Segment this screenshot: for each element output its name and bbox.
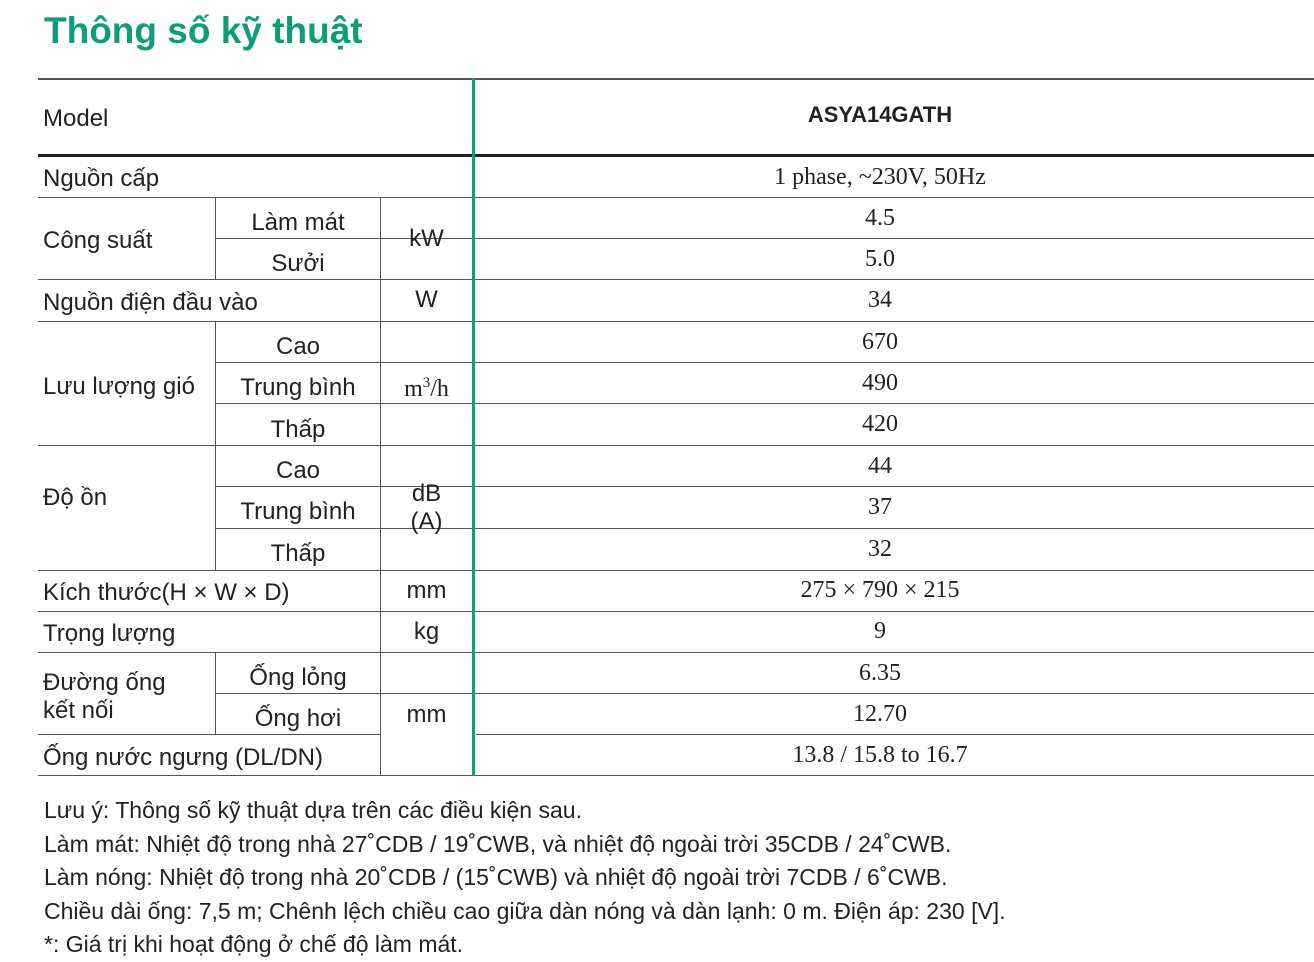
airflow-mid-value: 490	[862, 370, 898, 396]
power-source-label: Nguồn cấp	[43, 165, 160, 192]
row-divider	[38, 321, 1314, 322]
noise-unit-line2: (A)	[410, 508, 443, 535]
note-line: Chiều dài ống: 7,5 m; Chênh lệch chiều cao giữa dàn nóng và dàn lạnh: 0 m. Điện áp: 230 [V].	[44, 897, 1006, 924]
row-divider	[38, 570, 1314, 571]
pipe-liquid-label: Ống lỏng	[249, 664, 347, 691]
dimensions-label: Kích thước(H × W × D)	[43, 579, 290, 606]
airflow-mid-label: Trung bình	[240, 374, 356, 401]
table-top-border	[38, 78, 1314, 80]
note-line: Lưu ý: Thông số kỹ thuật dựa trên các điều kiện sau.	[44, 797, 582, 823]
pipe-gas-value: 12.70	[853, 701, 907, 727]
pipe-liquid-value: 6.35	[859, 660, 901, 686]
model-label: Model	[43, 105, 109, 132]
row-divider	[38, 445, 1314, 446]
capacity-heat-label: Sưởi	[271, 250, 325, 277]
input-power-unit: W	[415, 286, 438, 313]
value-column-divider	[472, 78, 475, 776]
noise-mid-label: Trung bình	[240, 498, 356, 525]
airflow-low-label: Thấp	[270, 416, 326, 443]
noise-low-value: 32	[868, 536, 892, 562]
weight-value: 9	[874, 618, 886, 644]
capacity-heat-value: 5.0	[865, 246, 895, 272]
table-bottom-border	[38, 775, 1314, 776]
noise-low-label: Thấp	[270, 540, 326, 567]
row-divider	[38, 197, 1314, 198]
pipe-label-line2: kết nối	[43, 697, 114, 724]
row-divider	[38, 652, 1314, 653]
note-line: *: Giá trị khi hoạt động ở chế độ làm mát.	[44, 931, 464, 957]
input-power-value: 34	[868, 287, 892, 313]
airflow-high-label: Cao	[275, 333, 321, 360]
airflow-unit-tail: /h	[430, 376, 449, 402]
pipe-gas-label: Ống hơi	[254, 705, 342, 732]
power-source-value: 1 phase, ~230V, 50Hz	[774, 164, 986, 190]
capacity-cool-label: Làm mát	[251, 209, 345, 236]
row-divider	[38, 734, 380, 735]
row-divider	[476, 734, 1314, 735]
weight-unit: kg	[413, 618, 440, 645]
note-line: Làm nóng: Nhiệt độ trong nhà 20˚CDB / (15˚CWB) và nhiệt độ ngoài trời 7CDB / 6˚CWB.	[44, 864, 948, 890]
note-line: Làm mát: Nhiệt độ trong nhà 27˚CDB / 19˚CWB, và nhiệt độ ngoài trời 35CDB / 24˚CWB.	[44, 830, 952, 857]
drain-label: Ống nước ngưng (DL/DN)	[43, 744, 323, 771]
row-divider	[38, 279, 1314, 280]
noise-unit-line1: dB	[411, 480, 442, 507]
airflow-unit-superscript: 3	[422, 375, 431, 391]
noise-high-value: 44	[868, 453, 892, 479]
airflow-label: Lưu lượng gió	[43, 373, 195, 400]
pipe-label-line1: Đường ống	[43, 669, 166, 696]
capacity-label: Công suất	[43, 227, 153, 254]
airflow-low-value: 420	[862, 411, 898, 437]
noise-label: Độ ồn	[43, 484, 108, 511]
header-bottom-border	[38, 154, 1314, 157]
input-power-label: Nguồn điện đầu vào	[43, 289, 258, 316]
dimensions-value: 275 × 790 × 215	[800, 577, 960, 603]
page-title: Thông số kỹ thuật	[44, 10, 363, 51]
row-divider	[38, 611, 1314, 612]
notes	[44, 794, 1006, 962]
airflow-high-value: 670	[862, 329, 898, 355]
dimensions-unit: mm	[406, 577, 447, 604]
airflow-unit	[380, 368, 473, 404]
noise-high-label: Cao	[275, 457, 321, 484]
capacity-cool-value: 4.5	[865, 205, 895, 231]
airflow-unit-base: m	[404, 376, 423, 402]
model-value: ASYA14GATH	[807, 102, 953, 127]
pipe-unit: mm	[406, 701, 447, 728]
drain-value: 13.8 / 15.8 to 16.7	[792, 742, 968, 768]
capacity-unit: kW	[409, 225, 444, 252]
weight-label: Trọng lượng	[43, 620, 176, 647]
noise-mid-value: 37	[868, 494, 892, 520]
